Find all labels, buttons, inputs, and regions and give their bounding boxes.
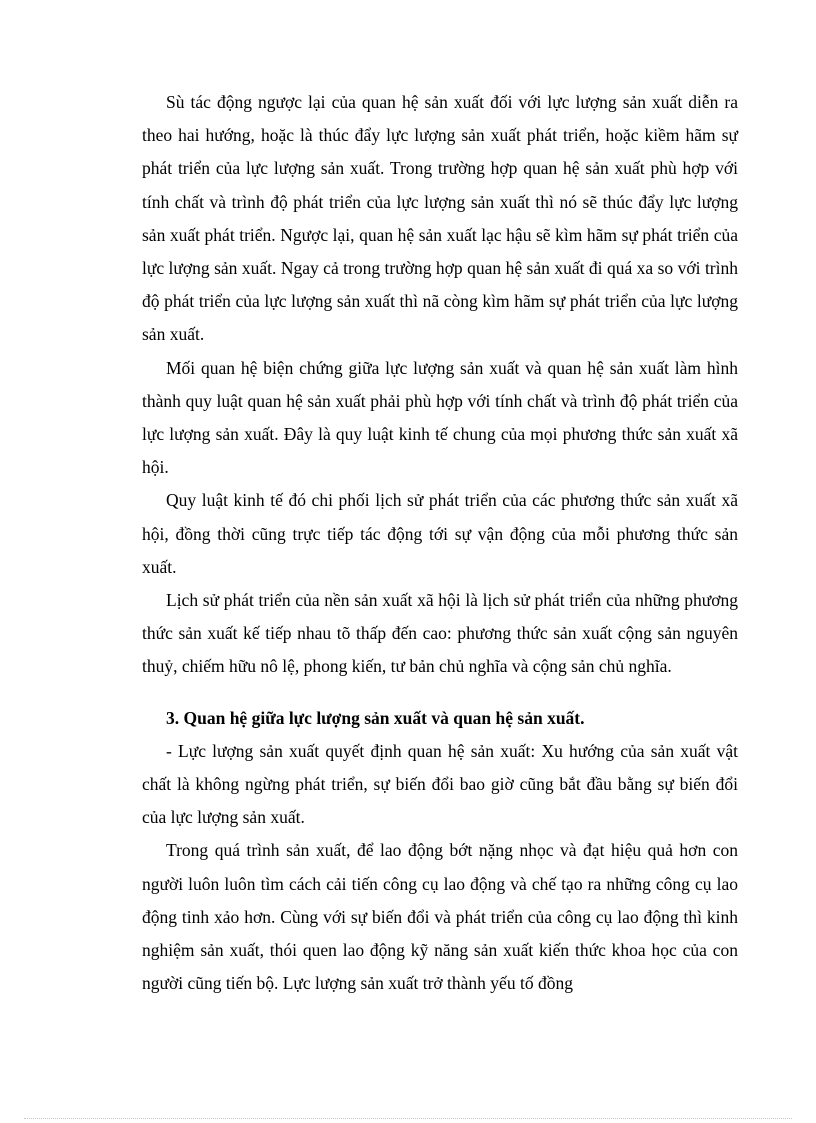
paragraph: Mối quan hệ biện chứng giữa lực lượng sản xuất và quan hệ sản xuất làm hình thành quy luật quan hệ sản xuất phải phù hợp với tính chất và trình độ phát triển của lực lượng sản xuất. Đây là quy luật kinh tế chung của mọi phương thức sản xuất xã hội. xyxy=(142,357,738,478)
page-bottom-divider xyxy=(24,1118,792,1119)
document-body xyxy=(142,86,738,1000)
paragraph: - Lực lượng sản xuất quyết định quan hệ sản xuất: Xu hướng của sản xuất vật chất là không ngừng phát triển, sự biến đổi bao giờ cũng bắt đầu bằng sự biến đổi của lực lượng sản xuất. xyxy=(142,740,738,828)
paragraph: Quy luật kinh tế đó chi phối lịch sử phát triển của các phương thức sản xuất xã hội, đồng thời cũng trực tiếp tác động tới sự vận động của mỗi phương thức sản xuất. xyxy=(142,490,738,577)
paragraph: Sù tác động ngược lại của quan hệ sản xuất đối với lực lượng sản xuất diễn ra theo hai hướng, hoặc là thúc đẩy lực lượng sản xuất phát triển, hoặc kiềm hãm sự phát triển của lực lượng sản xuất. Trong trường hợp quan hệ sản xuất phù hợp với tính chất và trình độ phát triển của lực lượng sản xuất thì nó sẽ thúc đẩy lực lượng sản xuất phát triển. Ngược lại, quan hệ sản xuất lạc hậu sẽ kìm hãm sự phát triển của lực lượng sản xuất. Ngay cả trong trường hợp quan hệ sản xuất đi quá xa so với trình độ phát triển của lực lượng sản xuất thì nã còng kìm hãm sự phát triển của lực lượng sản xuất. xyxy=(142,92,738,345)
paragraph: Trong quá trình sản xuất, để lao động bớt nặng nhọc và đạt hiệu quả hơn con người luôn luôn tìm cách cải tiến công cụ lao động và chế tạo ra những công cụ lao động tinh xảo hơn. Cùng với sự biến đổi và phát triển của công cụ lao động thì kinh nghiệm sản xuất, thói quen lao động kỹ năng sản xuất kiến thức khoa học của con người cũng tiến bộ. Lực lượng sản xuất trở thành yếu tố đồng xyxy=(142,840,738,994)
section-heading: 3. Quan hệ giữa lực lượng sản xuất và quan hệ sản xuất. xyxy=(166,707,585,728)
paragraph: Lịch sử phát triển của nền sản xuất xã hội là lịch sử phát triển của những phương thức sản xuất kế tiếp nhau tõ thấp đến cao: phương thức sản xuất cộng sản nguyên thuỷ, chiếm hữu nô lệ, phong kiến, tư bản chủ nghĩa và cộng sản chủ nghĩa. xyxy=(142,590,738,677)
